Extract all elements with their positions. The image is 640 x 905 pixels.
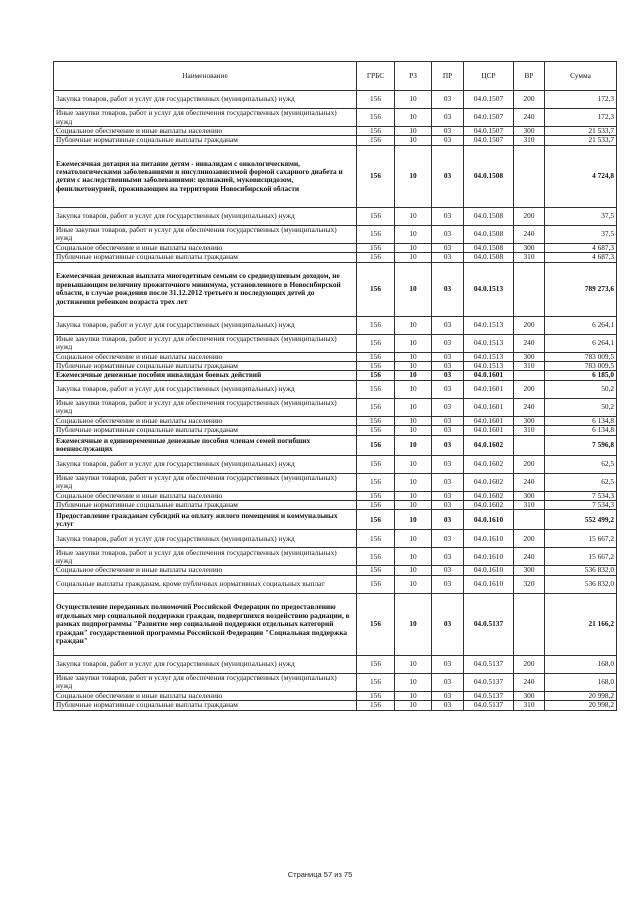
cell-name: Социальное обеспечение и иные выплаты населению — [54, 243, 357, 252]
cell-grbs: 156 — [357, 673, 395, 691]
cell-name: Закупка товаров, работ и услуг для государственных (муниципальных) нужд — [54, 655, 357, 673]
cell-name: Иные закупки товаров, работ и услуг для обеспечения государственных (муниципальных) нужд — [54, 334, 357, 352]
cell-name: Иные закупки товаров, работ и услуг для обеспечения государственных (муниципальных) нужд — [54, 225, 357, 243]
cell-vr: 320 — [514, 575, 545, 593]
cell-csr: 04.0.1602 — [464, 501, 514, 510]
cell-name: Предоставление гражданам субсидий на оплату жилого помещения и коммунальных услуг — [54, 510, 357, 530]
cell-sum: 172,3 — [545, 91, 617, 109]
table-header-row — [54, 62, 617, 91]
cell-name: Публичные нормативные социальные выплаты гражданам — [54, 362, 357, 371]
cell-vr: 300 — [514, 127, 545, 136]
cell-pr: 03 — [432, 371, 464, 380]
cell-csr: 04.0.1507 — [464, 109, 514, 127]
header-name: Наименование — [54, 62, 357, 91]
cell-csr: 04.0.1602 — [464, 491, 514, 500]
cell-name: Закупка товаров, работ и услуг для государственных (муниципальных) нужд — [54, 455, 357, 473]
cell-pr: 03 — [432, 380, 464, 398]
cell-sum: 552 499,2 — [545, 510, 617, 530]
cell-vr: 300 — [514, 416, 545, 425]
cell-csr: 04.0.1602 — [464, 473, 514, 491]
cell-name: Ежемесячные денежные пособия инвалидам боевых действий — [54, 371, 357, 380]
cell-grbs: 156 — [357, 435, 395, 455]
cell-name: Ежемесячная дотация на питание детям - инвалидам с онкологическими, гематологическими заболеваниями и инсулинозависимой формой сахарного диабета и детям с наследственными заболеваниями: целиакией, муковисцидозом, фенилкетонурией, проживающим на территории Новосибирской области — [54, 145, 357, 207]
cell-vr: 300 — [514, 352, 545, 361]
cell-rz: 10 — [395, 548, 432, 566]
cell-vr: 200 — [514, 91, 545, 109]
cell-csr: 04.0.5137 — [464, 691, 514, 700]
cell-csr: 04.0.1610 — [464, 510, 514, 530]
cell-csr: 04.0.1507 — [464, 91, 514, 109]
cell-grbs: 156 — [357, 316, 395, 334]
cell-csr: 04.0.5137 — [464, 593, 514, 655]
cell-csr: 04.0.5137 — [464, 655, 514, 673]
cell-csr: 04.0.1513 — [464, 362, 514, 371]
table-row — [54, 398, 617, 416]
cell-vr: 300 — [514, 491, 545, 500]
table-row — [54, 593, 617, 655]
cell-grbs: 156 — [357, 253, 395, 262]
cell-rz: 10 — [395, 316, 432, 334]
table-row — [54, 380, 617, 398]
cell-csr: 04.0.1602 — [464, 455, 514, 473]
cell-pr: 03 — [432, 701, 464, 710]
cell-vr: 240 — [514, 473, 545, 491]
cell-csr: 04.0.1513 — [464, 316, 514, 334]
table-row — [54, 316, 617, 334]
cell-vr: 310 — [514, 136, 545, 145]
cell-vr: 240 — [514, 334, 545, 352]
cell-pr: 03 — [432, 225, 464, 243]
table-row — [54, 262, 617, 316]
table-row — [54, 127, 617, 136]
cell-sum: 62,5 — [545, 473, 617, 491]
cell-pr: 03 — [432, 127, 464, 136]
cell-grbs: 156 — [357, 510, 395, 530]
table-row — [54, 435, 617, 455]
cell-sum: 4 724,8 — [545, 145, 617, 207]
cell-name: Публичные нормативные социальные выплаты гражданам — [54, 136, 357, 145]
cell-grbs: 156 — [357, 491, 395, 500]
cell-grbs: 156 — [357, 473, 395, 491]
cell-rz: 10 — [395, 701, 432, 710]
cell-grbs: 156 — [357, 701, 395, 710]
cell-sum: 536 832,0 — [545, 575, 617, 593]
cell-sum: 21 166,2 — [545, 593, 617, 655]
header-pr: ПР — [432, 62, 464, 91]
table-row — [54, 243, 617, 252]
cell-sum: 172,3 — [545, 109, 617, 127]
cell-sum: 37,5 — [545, 207, 617, 225]
cell-rz: 10 — [395, 109, 432, 127]
table-row — [54, 334, 617, 352]
cell-pr: 03 — [432, 691, 464, 700]
cell-csr: 04.0.1602 — [464, 435, 514, 455]
cell-grbs: 156 — [357, 530, 395, 548]
cell-sum: 21 533,7 — [545, 127, 617, 136]
cell-grbs: 156 — [357, 501, 395, 510]
cell-pr: 03 — [432, 501, 464, 510]
cell-rz: 10 — [395, 575, 432, 593]
cell-csr: 04.0.1508 — [464, 253, 514, 262]
cell-vr: 200 — [514, 455, 545, 473]
cell-name: Закупка товаров, работ и услуг для государственных (муниципальных) нужд — [54, 316, 357, 334]
cell-rz: 10 — [395, 473, 432, 491]
table-row — [54, 225, 617, 243]
cell-grbs: 156 — [357, 575, 395, 593]
cell-pr: 03 — [432, 673, 464, 691]
cell-pr: 03 — [432, 145, 464, 207]
cell-rz: 10 — [395, 127, 432, 136]
cell-grbs: 156 — [357, 362, 395, 371]
table-row — [54, 473, 617, 491]
cell-rz: 10 — [395, 673, 432, 691]
cell-pr: 03 — [432, 109, 464, 127]
cell-rz: 10 — [395, 593, 432, 655]
cell-csr: 04.0.1610 — [464, 575, 514, 593]
cell-grbs: 156 — [357, 334, 395, 352]
cell-vr: 310 — [514, 701, 545, 710]
cell-name: Закупка товаров, работ и услуг для государственных (муниципальных) нужд — [54, 207, 357, 225]
cell-rz: 10 — [395, 352, 432, 361]
cell-pr: 03 — [432, 253, 464, 262]
cell-name: Иные закупки товаров, работ и услуг для обеспечения государственных (муниципальных) нужд — [54, 548, 357, 566]
cell-vr: 240 — [514, 548, 545, 566]
cell-sum: 50,2 — [545, 398, 617, 416]
table-row — [54, 701, 617, 710]
header-csr: ЦСР — [464, 62, 514, 91]
cell-sum: 7 596,8 — [545, 435, 617, 455]
table-row — [54, 691, 617, 700]
cell-vr: 200 — [514, 207, 545, 225]
header-rz: РЗ — [395, 62, 432, 91]
cell-grbs: 156 — [357, 109, 395, 127]
cell-rz: 10 — [395, 371, 432, 380]
cell-sum: 20 998,2 — [545, 701, 617, 710]
cell-csr: 04.0.1507 — [464, 136, 514, 145]
cell-rz: 10 — [395, 362, 432, 371]
cell-vr: 300 — [514, 691, 545, 700]
table-row — [54, 501, 617, 510]
cell-vr: 200 — [514, 380, 545, 398]
cell-name: Иные закупки товаров, работ и услуг для обеспечения государственных (муниципальных) нужд — [54, 398, 357, 416]
cell-pr: 03 — [432, 426, 464, 435]
cell-vr — [514, 145, 545, 207]
cell-grbs: 156 — [357, 91, 395, 109]
cell-vr — [514, 510, 545, 530]
header-grbs: ГРБС — [357, 62, 395, 91]
cell-vr — [514, 593, 545, 655]
table-row — [54, 455, 617, 473]
table-row — [54, 655, 617, 673]
cell-name: Закупка товаров, работ и услуг для государственных (муниципальных) нужд — [54, 530, 357, 548]
cell-name: Социальное обеспечение и иные выплаты населению — [54, 416, 357, 425]
cell-name: Закупка товаров, работ и услуг для государственных (муниципальных) нужд — [54, 91, 357, 109]
cell-sum: 168,0 — [545, 673, 617, 691]
cell-rz: 10 — [395, 207, 432, 225]
cell-csr: 04.0.1513 — [464, 334, 514, 352]
cell-rz: 10 — [395, 380, 432, 398]
table-body — [54, 91, 617, 711]
table-row — [54, 548, 617, 566]
cell-grbs: 156 — [357, 548, 395, 566]
cell-rz: 10 — [395, 655, 432, 673]
cell-name: Иные закупки товаров, работ и услуг для обеспечения государственных (муниципальных) нужд — [54, 109, 357, 127]
cell-csr: 04.0.1507 — [464, 127, 514, 136]
cell-grbs: 156 — [357, 426, 395, 435]
cell-rz: 10 — [395, 566, 432, 575]
cell-rz: 10 — [395, 145, 432, 207]
cell-name: Социальные выплаты гражданам, кроме публичных нормативных социальных выплат — [54, 575, 357, 593]
cell-vr: 240 — [514, 398, 545, 416]
cell-pr: 03 — [432, 530, 464, 548]
cell-sum: 168,0 — [545, 655, 617, 673]
cell-csr: 04.0.1601 — [464, 398, 514, 416]
cell-pr: 03 — [432, 207, 464, 225]
cell-grbs: 156 — [357, 262, 395, 316]
cell-rz: 10 — [395, 435, 432, 455]
cell-pr: 03 — [432, 316, 464, 334]
cell-vr: 310 — [514, 501, 545, 510]
header-sum: Сумма — [545, 62, 617, 91]
cell-pr: 03 — [432, 455, 464, 473]
table-row — [54, 371, 617, 380]
cell-sum: 6 264,1 — [545, 316, 617, 334]
cell-csr: 04.0.1508 — [464, 225, 514, 243]
cell-name: Публичные нормативные социальные выплаты гражданам — [54, 501, 357, 510]
cell-sum: 6 134,8 — [545, 416, 617, 425]
cell-csr: 04.0.1513 — [464, 262, 514, 316]
cell-name: Социальное обеспечение и иные выплаты населению — [54, 127, 357, 136]
table-row — [54, 136, 617, 145]
cell-pr: 03 — [432, 566, 464, 575]
cell-name: Иные закупки товаров, работ и услуг для обеспечения государственных (муниципальных) нужд — [54, 673, 357, 691]
cell-grbs: 156 — [357, 371, 395, 380]
cell-name: Ежемесячные и единовременные денежные пособия членам семей погибших военнослужащих — [54, 435, 357, 455]
cell-name: Иные закупки товаров, работ и услуг для обеспечения государственных (муниципальных) нужд — [54, 473, 357, 491]
cell-sum: 21 533,7 — [545, 136, 617, 145]
cell-pr: 03 — [432, 262, 464, 316]
cell-vr: 300 — [514, 243, 545, 252]
cell-rz: 10 — [395, 225, 432, 243]
cell-pr: 03 — [432, 593, 464, 655]
table-row — [54, 673, 617, 691]
cell-grbs: 156 — [357, 127, 395, 136]
cell-grbs: 156 — [357, 593, 395, 655]
table-row — [54, 530, 617, 548]
cell-vr — [514, 262, 545, 316]
cell-sum: 783 009,5 — [545, 352, 617, 361]
cell-csr: 04.0.1610 — [464, 548, 514, 566]
cell-name: Социальное обеспечение и иные выплаты населению — [54, 491, 357, 500]
cell-name: Закупка товаров, работ и услуг для государственных (муниципальных) нужд — [54, 380, 357, 398]
cell-sum: 4 687,3 — [545, 243, 617, 252]
table-row — [54, 207, 617, 225]
cell-pr: 03 — [432, 362, 464, 371]
cell-rz: 10 — [395, 398, 432, 416]
cell-pr: 03 — [432, 548, 464, 566]
cell-grbs: 156 — [357, 398, 395, 416]
cell-rz: 10 — [395, 501, 432, 510]
cell-csr: 04.0.1601 — [464, 371, 514, 380]
cell-vr: 310 — [514, 362, 545, 371]
cell-sum: 7 534,3 — [545, 491, 617, 500]
cell-vr: 310 — [514, 253, 545, 262]
cell-sum: 6 185,0 — [545, 371, 617, 380]
cell-vr: 240 — [514, 109, 545, 127]
cell-name: Публичные нормативные социальные выплаты гражданам — [54, 701, 357, 710]
cell-name: Социальное обеспечение и иные выплаты населению — [54, 566, 357, 575]
cell-grbs: 156 — [357, 243, 395, 252]
cell-sum: 7 534,3 — [545, 501, 617, 510]
cell-grbs: 156 — [357, 145, 395, 207]
header-vr: ВР — [514, 62, 545, 91]
table-row — [54, 109, 617, 127]
cell-name: Ежемесячная денежная выплата многодетным семьям со среднедушевым доходом, не превышающим величину прожиточного минимума, установленного в Новосибирской области, в случае рождения после 31.12.2012 третьего и последующих детей до достижения ребенком возраста трех лет — [54, 262, 357, 316]
table-row — [54, 253, 617, 262]
cell-rz: 10 — [395, 253, 432, 262]
cell-vr — [514, 371, 545, 380]
cell-csr: 04.0.5137 — [464, 701, 514, 710]
cell-sum: 783 009,5 — [545, 362, 617, 371]
cell-name: Публичные нормативные социальные выплаты гражданам — [54, 426, 357, 435]
cell-rz: 10 — [395, 491, 432, 500]
cell-csr: 04.0.1508 — [464, 243, 514, 252]
table-row — [54, 575, 617, 593]
cell-rz: 10 — [395, 510, 432, 530]
cell-sum: 6 134,8 — [545, 426, 617, 435]
cell-csr: 04.0.1508 — [464, 207, 514, 225]
cell-name: Осуществление переданных полномочий Российской Федерации по предоставлению отдельных мер социальной поддержки граждан, подвергшихся воздействию радиации, в рамках подпрограммы "Развитие мер социальной поддержки отдельных категорий граждан" государственной программы Российской Федерации "Социальная поддержка граждан" — [54, 593, 357, 655]
cell-sum: 50,2 — [545, 380, 617, 398]
cell-sum: 4 687,3 — [545, 253, 617, 262]
table-row — [54, 566, 617, 575]
cell-rz: 10 — [395, 455, 432, 473]
cell-grbs: 156 — [357, 136, 395, 145]
cell-name: Социальное обеспечение и иные выплаты населению — [54, 352, 357, 361]
cell-pr: 03 — [432, 352, 464, 361]
cell-rz: 10 — [395, 426, 432, 435]
cell-csr: 04.0.1610 — [464, 566, 514, 575]
cell-grbs: 156 — [357, 207, 395, 225]
cell-pr: 03 — [432, 136, 464, 145]
cell-csr: 04.0.1601 — [464, 426, 514, 435]
cell-pr: 03 — [432, 473, 464, 491]
table-row — [54, 91, 617, 109]
cell-rz: 10 — [395, 243, 432, 252]
cell-vr: 240 — [514, 225, 545, 243]
cell-grbs: 156 — [357, 225, 395, 243]
cell-grbs: 156 — [357, 566, 395, 575]
cell-vr: 200 — [514, 530, 545, 548]
cell-sum: 15 667,2 — [545, 548, 617, 566]
cell-sum: 6 264,1 — [545, 334, 617, 352]
cell-sum: 789 273,6 — [545, 262, 617, 316]
cell-pr: 03 — [432, 575, 464, 593]
page-number: Страница 57 из 75 — [287, 870, 353, 879]
cell-csr: 04.0.1601 — [464, 416, 514, 425]
table-row — [54, 362, 617, 371]
cell-pr: 03 — [432, 510, 464, 530]
cell-csr: 04.0.5137 — [464, 673, 514, 691]
cell-sum: 15 667,2 — [545, 530, 617, 548]
cell-csr: 04.0.1601 — [464, 380, 514, 398]
cell-pr: 03 — [432, 435, 464, 455]
cell-vr: 200 — [514, 655, 545, 673]
cell-rz: 10 — [395, 530, 432, 548]
cell-name: Публичные нормативные социальные выплаты гражданам — [54, 253, 357, 262]
cell-rz: 10 — [395, 691, 432, 700]
cell-sum: 62,5 — [545, 455, 617, 473]
table-row — [54, 352, 617, 361]
table-row — [54, 426, 617, 435]
cell-grbs: 156 — [357, 691, 395, 700]
cell-sum: 20 998,2 — [545, 691, 617, 700]
cell-grbs: 156 — [357, 416, 395, 425]
cell-vr — [514, 435, 545, 455]
cell-sum: 536 832,0 — [545, 566, 617, 575]
cell-pr: 03 — [432, 655, 464, 673]
table-row — [54, 416, 617, 425]
budget-table — [53, 61, 617, 711]
cell-vr: 300 — [514, 566, 545, 575]
cell-vr: 240 — [514, 673, 545, 691]
cell-rz: 10 — [395, 91, 432, 109]
cell-rz: 10 — [395, 262, 432, 316]
table-row — [54, 145, 617, 207]
table-row — [54, 510, 617, 530]
cell-sum: 37,5 — [545, 225, 617, 243]
cell-rz: 10 — [395, 334, 432, 352]
cell-pr: 03 — [432, 398, 464, 416]
cell-pr: 03 — [432, 416, 464, 425]
cell-rz: 10 — [395, 416, 432, 425]
cell-vr: 310 — [514, 426, 545, 435]
cell-csr: 04.0.1508 — [464, 145, 514, 207]
cell-pr: 03 — [432, 491, 464, 500]
cell-grbs: 156 — [357, 655, 395, 673]
cell-grbs: 156 — [357, 352, 395, 361]
cell-name: Социальное обеспечение и иные выплаты населению — [54, 691, 357, 700]
cell-grbs: 156 — [357, 380, 395, 398]
table-row — [54, 491, 617, 500]
cell-csr: 04.0.1513 — [464, 352, 514, 361]
cell-vr: 200 — [514, 316, 545, 334]
cell-pr: 03 — [432, 334, 464, 352]
cell-pr: 03 — [432, 91, 464, 109]
cell-csr: 04.0.1610 — [464, 530, 514, 548]
cell-pr: 03 — [432, 243, 464, 252]
cell-rz: 10 — [395, 136, 432, 145]
cell-grbs: 156 — [357, 455, 395, 473]
